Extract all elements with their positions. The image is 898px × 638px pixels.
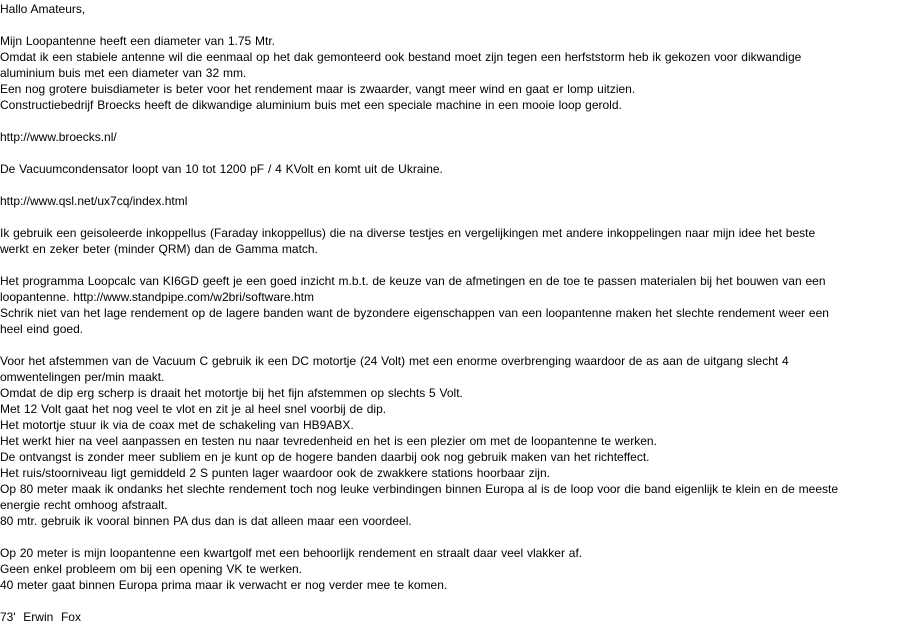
paragraph-vacuum-capacitor <box>0 161 896 177</box>
letter-body <box>0 1 896 625</box>
text-line: Het werkt hier na veel aanpassen en testen nu naar tevredenheid en het is een plezier om met de loopantenne te werken. <box>0 434 657 448</box>
paragraph-coupling-loop <box>0 225 896 257</box>
text-line: Geen enkel probleem om bij een opening VK te werken. <box>0 562 303 576</box>
paragraph-20-40-meter <box>0 545 896 593</box>
text-line: Met 12 Volt gaat het nog veel te vlot en zit je al heel snel voorbij de dip. <box>0 402 387 416</box>
paragraph-tuning-motor <box>0 353 896 529</box>
text-line: Mijn Loopantenne heeft een diameter van 1.75 Mtr. <box>0 34 276 48</box>
text-line: heel eind goed. <box>0 322 84 336</box>
text-line: De ontvangst is zonder meer subliem en je kunt op de hogere banden daarbij ook nog gebruik maken van het richteffect. <box>0 450 650 464</box>
text-line: Omdat ik een stabiele antenne wil die eenmaal op het dak gemonteerd ook bestand moet zijn tegen een herfststorm heb ik gekozen voor dikwandige <box>0 50 802 64</box>
text-line: loopantenne. http://www.standpipe.com/w2bri/software.htm <box>0 290 314 304</box>
text-line: Het ruis/stoorniveau ligt gemiddeld 2 S punten lager waardoor ook de zwakkere stations hoorbaar zijn. <box>0 466 550 480</box>
text-line: Voor het afstemmen van de Vacuum C gebruik ik een DC motortje (24 Volt) met een enorme overbrenging waardoor de as aan de uitgang slecht 4 <box>0 354 789 368</box>
signature <box>0 609 896 625</box>
text-line: Op 80 meter maak ik ondanks het slechte rendement toch nog leuke verbindingen binnen Europa al is de loop voor die band eigenlijk te klein en de meeste <box>0 482 839 496</box>
url-text: http://www.qsl.net/ux7cq/index.html <box>0 194 188 208</box>
text-line: Omdat de dip erg scherp is draait het motortje bij het fijn afstemmen op slechts 5 Volt. <box>0 386 463 400</box>
text-line: Schrik niet van het lage rendement op de lagere banden want de byzondere eigenschappen van een loopantenne maken het slechte rendement weer een <box>0 306 829 320</box>
text-line: 80 mtr. gebruik ik vooral binnen PA dus dan is dat alleen maar een voordeel. <box>0 514 412 528</box>
signature-line: 73' Erwin Fox <box>0 610 81 624</box>
greeting <box>0 1 896 17</box>
text-line: omwentelingen per/min maakt. <box>0 370 165 384</box>
text-line: 40 meter gaat binnen Europa prima maar ik verwacht er nog verder mee te komen. <box>0 578 448 592</box>
text-line: Op 20 meter is mijn loopantenne een kwartgolf met een behoorlijk rendement en straalt daar veel vlakker af. <box>0 546 583 560</box>
paragraph-loopcalc <box>0 273 896 337</box>
text-line: aluminium buis met een diameter van 32 mm. <box>0 66 247 80</box>
text-line: Ik gebruik een geisoleerde inkoppellus (Faraday inkoppellus) die na diverse testjes en vergelijkingen met andere inkoppelingen naar mijn idee het beste <box>0 226 816 240</box>
text-line: De Vacuumcondensator loopt van 10 tot 1200 pF / 4 KVolt en komt uit de Ukraine. <box>0 162 443 176</box>
text-line: Een nog grotere buisdiameter is beter voor het rendement maar is zwaarder, vangt meer wind en gaat er lomp uitzien. <box>0 82 636 96</box>
text-line: Constructiebedrijf Broecks heeft de dikwandige aluminium buis met een speciale machine in een mooie loop gerold. <box>0 98 622 112</box>
text-line: werkt en zeker beter (minder QRM) dan de Gamma match. <box>0 242 318 256</box>
text-line: Het programma Loopcalc van KI6GD geeft je een goed inzicht m.b.t. de keuze van de afmetingen en de toe te passen materialen bij het bouwen van een <box>0 274 826 288</box>
url-text: http://www.broecks.nl/ <box>0 130 117 144</box>
text-line: energie recht omhoog afstraalt. <box>0 498 168 512</box>
text-line: Het motortje stuur ik via de coax met de schakeling van HB9ABX. <box>0 418 354 432</box>
paragraph-broecks-url <box>0 129 896 145</box>
paragraph-loop-construction <box>0 33 896 113</box>
greeting-line: Hallo Amateurs, <box>0 2 86 16</box>
paragraph-qsl-url <box>0 193 896 209</box>
